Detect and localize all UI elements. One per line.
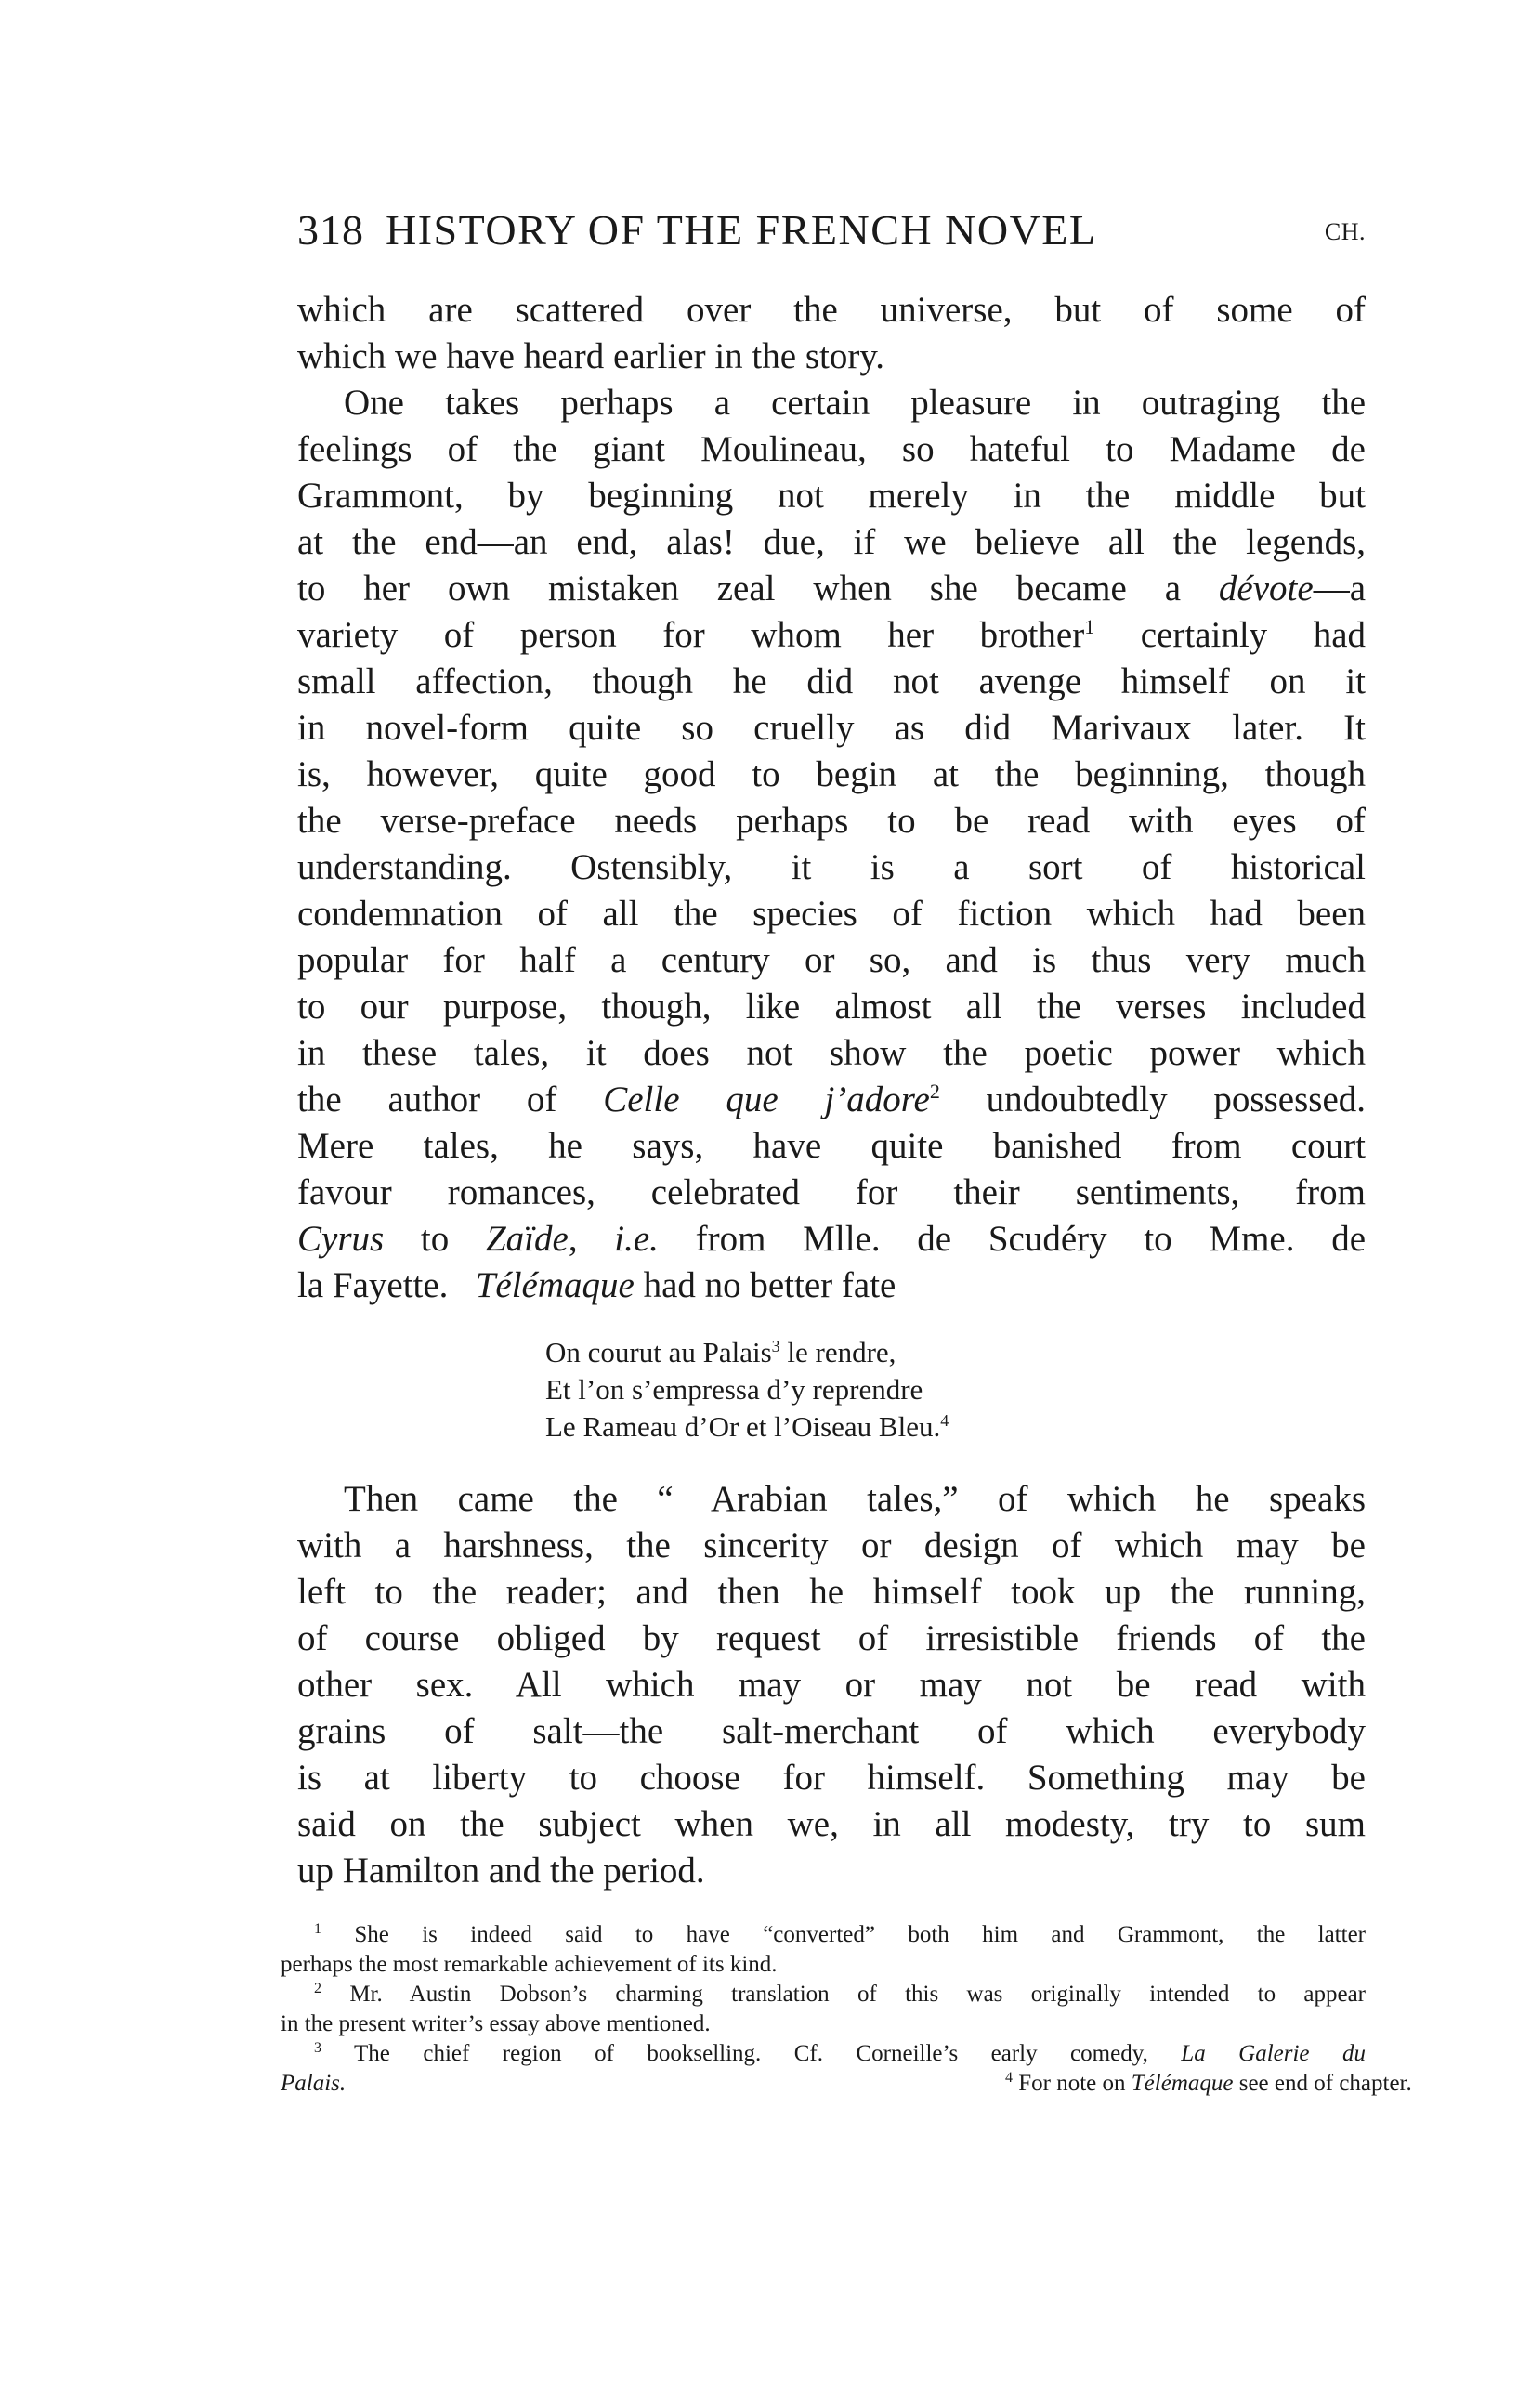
verse-line: Et l’on s’empressa d’y reprendre <box>545 1373 923 1406</box>
text-line <box>297 566 1366 612</box>
footnote-marker: 2 <box>314 1981 321 1996</box>
text-line: is at liberty to choose for himself. Something may be <box>297 1758 1366 1798</box>
footnote-text: Mr. Austin Dobson’s charming translation of this was originally intended to appear <box>349 1982 1366 2007</box>
text-line: Then came the “ Arabian tales,” of which he speaks <box>344 1479 1366 1519</box>
text-line: popular for half a century or so, and is thus very much <box>297 940 1366 980</box>
text-run: from Mlle. de Scudéry to Mme. de <box>658 1219 1367 1259</box>
text-line <box>297 1216 1366 1263</box>
footnote-3-cont <box>281 2069 1412 2099</box>
footnote-text: For note on <box>1018 2071 1132 2096</box>
footnote-3 <box>314 2039 1366 2069</box>
text-run: On courut au Palais <box>545 1336 772 1368</box>
italic-title: Zaïde <box>485 1219 569 1259</box>
text-line: left to the reader; and then he himself took up the running, <box>297 1572 1366 1612</box>
text-run: to her own mistaken zeal when she became a <box>297 569 1219 609</box>
footnote-ref-3[interactable]: 3 <box>771 1337 780 1355</box>
italic-abbrev: i.e. <box>614 1219 659 1259</box>
text-run: the author of <box>297 1080 604 1119</box>
running-head <box>297 203 1366 258</box>
footnote-marker: 3 <box>314 2040 321 2056</box>
text-line: understanding. Ostensibly, it is a sort of historical <box>297 847 1366 887</box>
italic-title: Celle que j’adore <box>603 1080 930 1119</box>
text-line: is, however, quite good to begin at the beginning, though <box>297 754 1366 794</box>
text-line: in novel-form quite so cruelly as did Marivaux later. It <box>297 708 1366 748</box>
text-run: certainly had <box>1094 615 1366 655</box>
text-line: feelings of the giant Moulineau, so hateful to Madame de <box>297 429 1366 469</box>
text-run: , <box>568 1219 615 1259</box>
text-line <box>297 1077 1366 1123</box>
text-line: Mere tales, he says, have quite banished from court <box>297 1126 1366 1166</box>
text-line: grains of salt—the salt-merchant of which everybody <box>297 1711 1366 1751</box>
footnote-ref-1[interactable]: 1 <box>1084 615 1095 638</box>
text-line <box>297 612 1366 659</box>
text-line: One takes perhaps a certain pleasure in outraging the <box>344 383 1366 423</box>
footnote-marker: 1 <box>314 1921 321 1937</box>
footnote-text: see end of chapter. <box>1233 2071 1412 2096</box>
italic-title: Télémaque <box>1131 2071 1234 2096</box>
text-line: other sex. All which may or may not be read with <box>297 1665 1366 1705</box>
text-line: said on the subject when we, in all modesty, try to sum <box>297 1804 1366 1844</box>
text-run: Le Rameau d’Or et l’Oiseau Bleu. <box>545 1410 941 1443</box>
text-line: at the end—an end, alas! due, if we believe all the legends, <box>297 522 1366 562</box>
text-line: condemnation of all the species of fiction which had been <box>297 894 1366 934</box>
footnote-marker: 4 <box>1005 2070 1013 2086</box>
italic-term: dévote <box>1218 569 1314 609</box>
text-line: in these tales, it does not show the poetic power which <box>297 1033 1366 1073</box>
text-line: of course obliged by request of irresistible friends of the <box>297 1618 1366 1658</box>
text-run: variety of person for whom her brother <box>297 615 1085 655</box>
italic-title: Télémaque <box>475 1265 635 1305</box>
footnote-2-cont: in the present writer’s essay above mentioned. <box>281 2011 711 2036</box>
text-line: the verse-preface needs perhaps to be read with eyes of <box>297 801 1366 841</box>
text-line <box>297 1263 1366 1309</box>
chapter-abbrev: CH. <box>1324 218 1366 245</box>
footnote-ref-2[interactable]: 2 <box>929 1080 940 1103</box>
text-line: to our purpose, though, like almost all the verses included <box>297 987 1366 1027</box>
italic-title: Cyrus <box>297 1219 385 1259</box>
text-line: favour romances, celebrated for their sentiments, from <box>297 1172 1366 1212</box>
verse-line <box>545 1408 949 1446</box>
text-line: up Hamilton and the period. <box>297 1851 705 1891</box>
text-line: which we have heard earlier in the story. <box>297 336 885 376</box>
text-run: undoubtedly possessed. <box>939 1080 1366 1119</box>
text-run: la Fayette. <box>297 1265 476 1305</box>
text-run: to <box>384 1219 486 1259</box>
text-run: le rendre, <box>779 1336 896 1368</box>
footnote-4 <box>1005 2069 1412 2099</box>
verse-line <box>545 1334 896 1371</box>
footnote-1-cont: perhaps the most remarkable achievement of its kind. <box>281 1952 778 1977</box>
italic-title: La Galerie du <box>1181 2041 1366 2066</box>
footnote-1 <box>314 1920 1366 1950</box>
text-run: —a <box>1313 569 1366 609</box>
book-title: HISTORY OF THE FRENCH NOVEL <box>386 206 1097 254</box>
footnote-text: The chief region of bookselling. Cf. Corneille’s early comedy, <box>354 2041 1182 2066</box>
text-line: with a harshness, the sincerity or design of which may be <box>297 1525 1366 1565</box>
italic-title: Palais. <box>281 2071 347 2096</box>
text-line: Grammont, by beginning not merely in the middle but <box>297 476 1366 516</box>
text-run: had no better fate <box>634 1265 896 1305</box>
footnote-2 <box>314 1980 1366 2009</box>
footnote-text: She is indeed said to have “converted” both him and Grammont, the latter <box>354 1922 1366 1947</box>
text-line: which are scattered over the universe, but of some of <box>297 290 1366 330</box>
text-line: small affection, though he did not avenge himself on it <box>297 661 1366 701</box>
page-number: 318 <box>297 206 364 254</box>
footnote-ref-4[interactable]: 4 <box>940 1411 949 1430</box>
